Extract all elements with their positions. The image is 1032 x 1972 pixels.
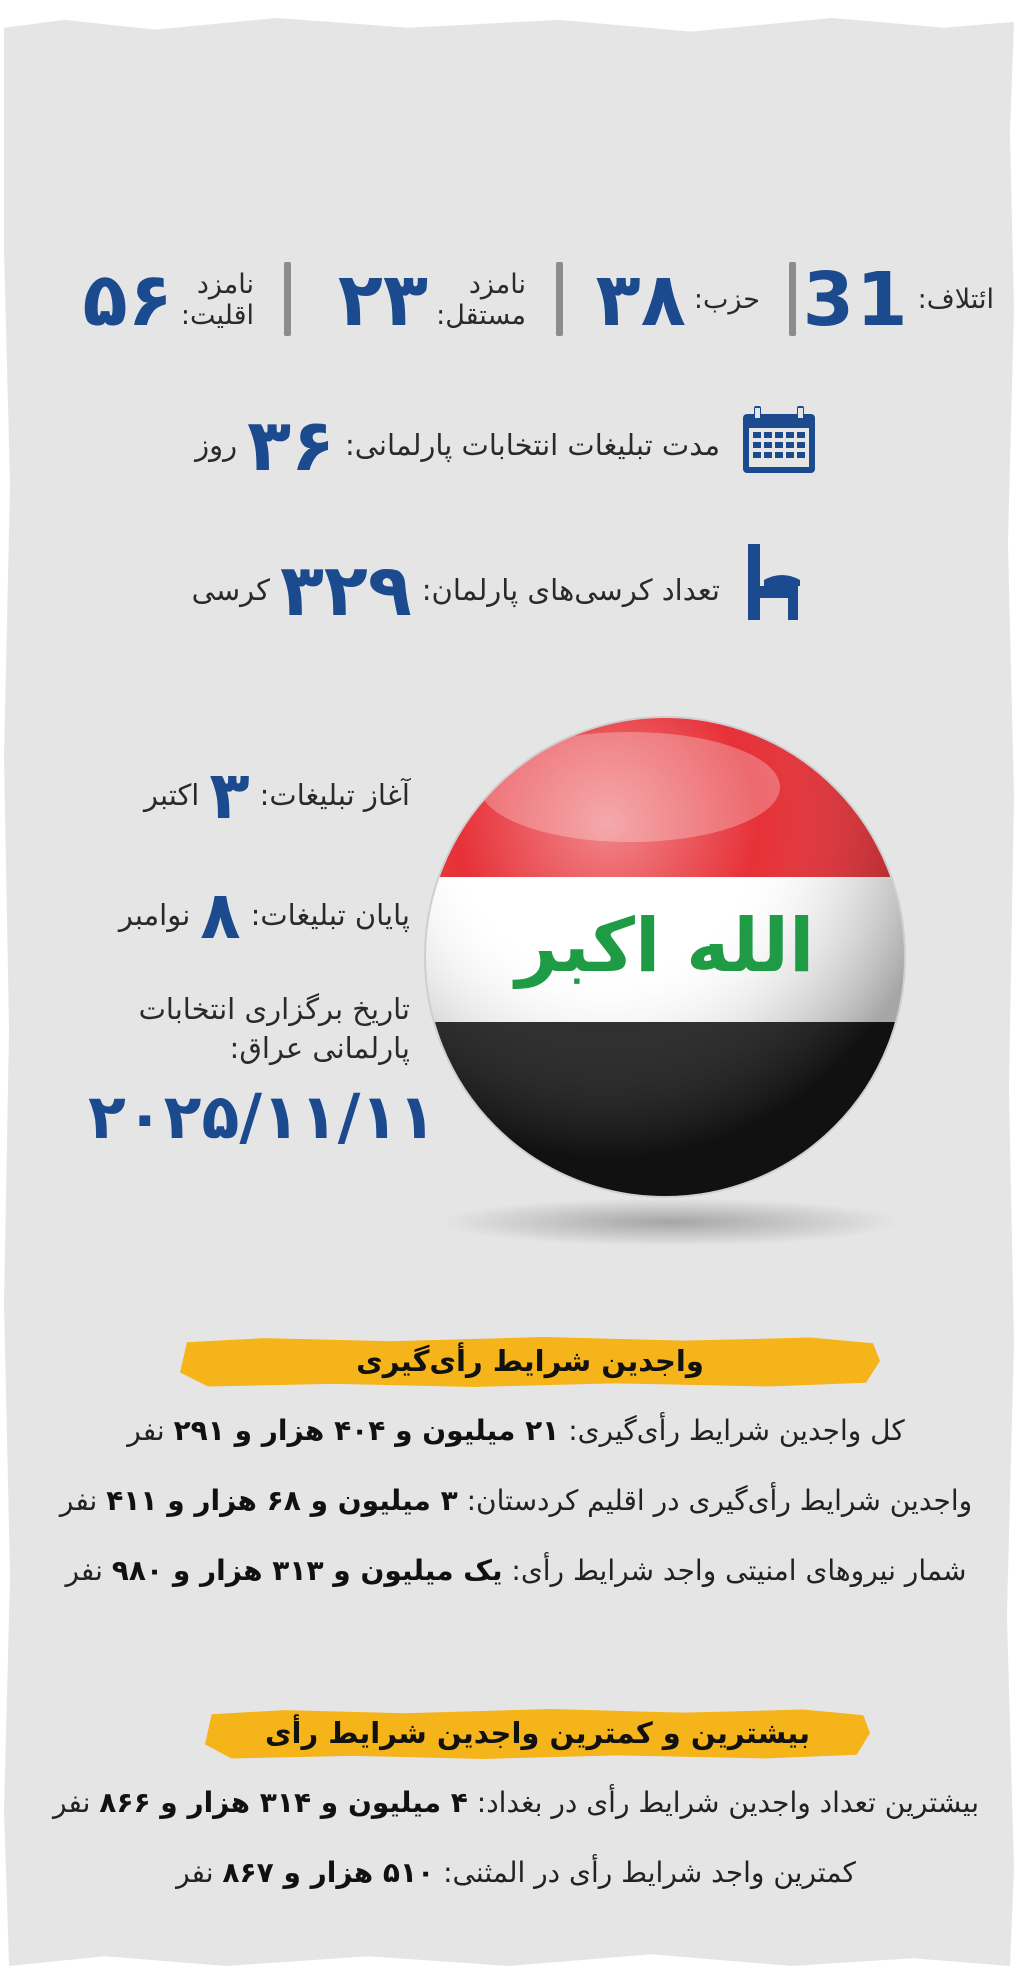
parliament-seats [192, 545, 720, 635]
campaign-start [144, 752, 410, 838]
election-date-value: ۲۰۲۵/۱۱/۱۱ [88, 1080, 437, 1153]
extremes-row-bold: ۵۱۰ هزار و ۸۶۷ [222, 1856, 435, 1889]
flag-script: الله اكبر [515, 903, 815, 989]
calendar-icon [740, 404, 818, 476]
extremes-row-post: نفر [52, 1786, 91, 1819]
stat-separator [556, 262, 563, 336]
parliament-seats-value: ۳۲۹ [279, 548, 412, 632]
campaign-start-value: ۳ [209, 756, 250, 834]
stat-party-label: حزب: [693, 284, 760, 316]
extremes-row-post: نفر [176, 1856, 214, 1889]
eligible-row-pre: کل واجدین شرایط رأی‌گیری: [568, 1414, 905, 1447]
eligible-row [26, 1414, 1006, 1447]
extremes-row [26, 1786, 1006, 1819]
stat-independent-label-line2: مستقل: [436, 300, 526, 331]
chair-icon [742, 540, 806, 624]
stat-party-value: ۳۸ [595, 257, 686, 343]
stat-independent-value: ۲۳ [337, 257, 429, 343]
eligible-row-pre: شمار نیروهای امنیتی واجد شرایط رأی: [511, 1554, 967, 1587]
parliament-seats-label: تعداد کرسی‌های پارلمان: [421, 573, 720, 607]
campaign-duration-unit: روز [195, 428, 238, 462]
stat-coalition-label: ائتلاف: [917, 284, 994, 316]
parliament-seats-unit: کرسی [191, 573, 270, 607]
stat-independent [338, 250, 526, 350]
eligible-row [26, 1554, 1006, 1587]
campaign-end-unit: نوامبر [118, 898, 191, 932]
campaign-end-value: ۸ [200, 876, 241, 954]
campaign-end-label: پایان تبلیغات: [250, 898, 410, 932]
stat-minority-value: ۵۶ [82, 257, 173, 343]
campaign-start-label: آغاز تبلیغات: [259, 778, 410, 812]
eligible-heading: واجدین شرایط رأی‌گیری [356, 1344, 704, 1378]
extremes-row-bold: ۴ میلیون و ۳۱۴ هزار و ۸۶۶ [99, 1786, 468, 1819]
stat-separator [284, 262, 291, 336]
extremes-row-pre: بیشترین تعداد واجدین شرایط رأی در بغداد: [476, 1786, 980, 1819]
stat-coalition-value: 31 [802, 257, 910, 343]
election-date-label-line1: تاریخ برگزاری انتخابات [138, 992, 410, 1026]
eligible-row-pre: واجدین شرایط رأی‌گیری در اقلیم کردستان: [466, 1484, 973, 1517]
stat-minority-label-line1: نامزد [196, 268, 254, 300]
extremes-row [26, 1856, 1006, 1889]
campaign-start-unit: اکتبر [143, 778, 200, 812]
campaign-duration-label: مدت تبلیغات انتخابات پارلمانی: [344, 428, 720, 462]
eligible-row-post: نفر [59, 1484, 98, 1517]
stat-minority-label-line2: اقلیت: [180, 300, 254, 331]
eligible-row-post: نفر [65, 1554, 103, 1587]
extremes-row-pre: کمترین واجد شرایط رأی در المثنی: [443, 1856, 856, 1889]
eligible-heading-wrap [180, 1336, 880, 1388]
stat-independent-label-line1: نامزد [468, 268, 526, 300]
stat-party [596, 250, 760, 350]
campaign-end [119, 872, 410, 958]
eligible-row [26, 1484, 1006, 1517]
stat-minority [83, 250, 254, 350]
stat-separator [789, 262, 796, 336]
eligible-row-bold: ۲۱ میلیون و ۴۰۴ هزار و ۲۹۱ [173, 1414, 560, 1447]
eligible-row-post: نفر [127, 1414, 165, 1447]
campaign-duration-value: ۳۶ [247, 403, 335, 487]
election-date-label [139, 990, 410, 1068]
stat-independent-label [436, 269, 526, 331]
stat-minority-label [181, 269, 254, 331]
extremes-heading-wrap [205, 1708, 870, 1760]
eligible-row-bold: یک میلیون و ۳۱۳ هزار و ۹۸۰ [111, 1554, 503, 1587]
extremes-heading: بیشترین و کمترین واجدین شرایط رأی [264, 1716, 811, 1750]
stat-coalition [803, 250, 994, 350]
election-date-label-line2: پارلمانی عراق: [229, 1031, 410, 1066]
eligible-row-bold: ۳ میلیون و ۶۸ هزار و ۴۱۱ [106, 1484, 458, 1517]
campaign-duration [195, 400, 720, 490]
